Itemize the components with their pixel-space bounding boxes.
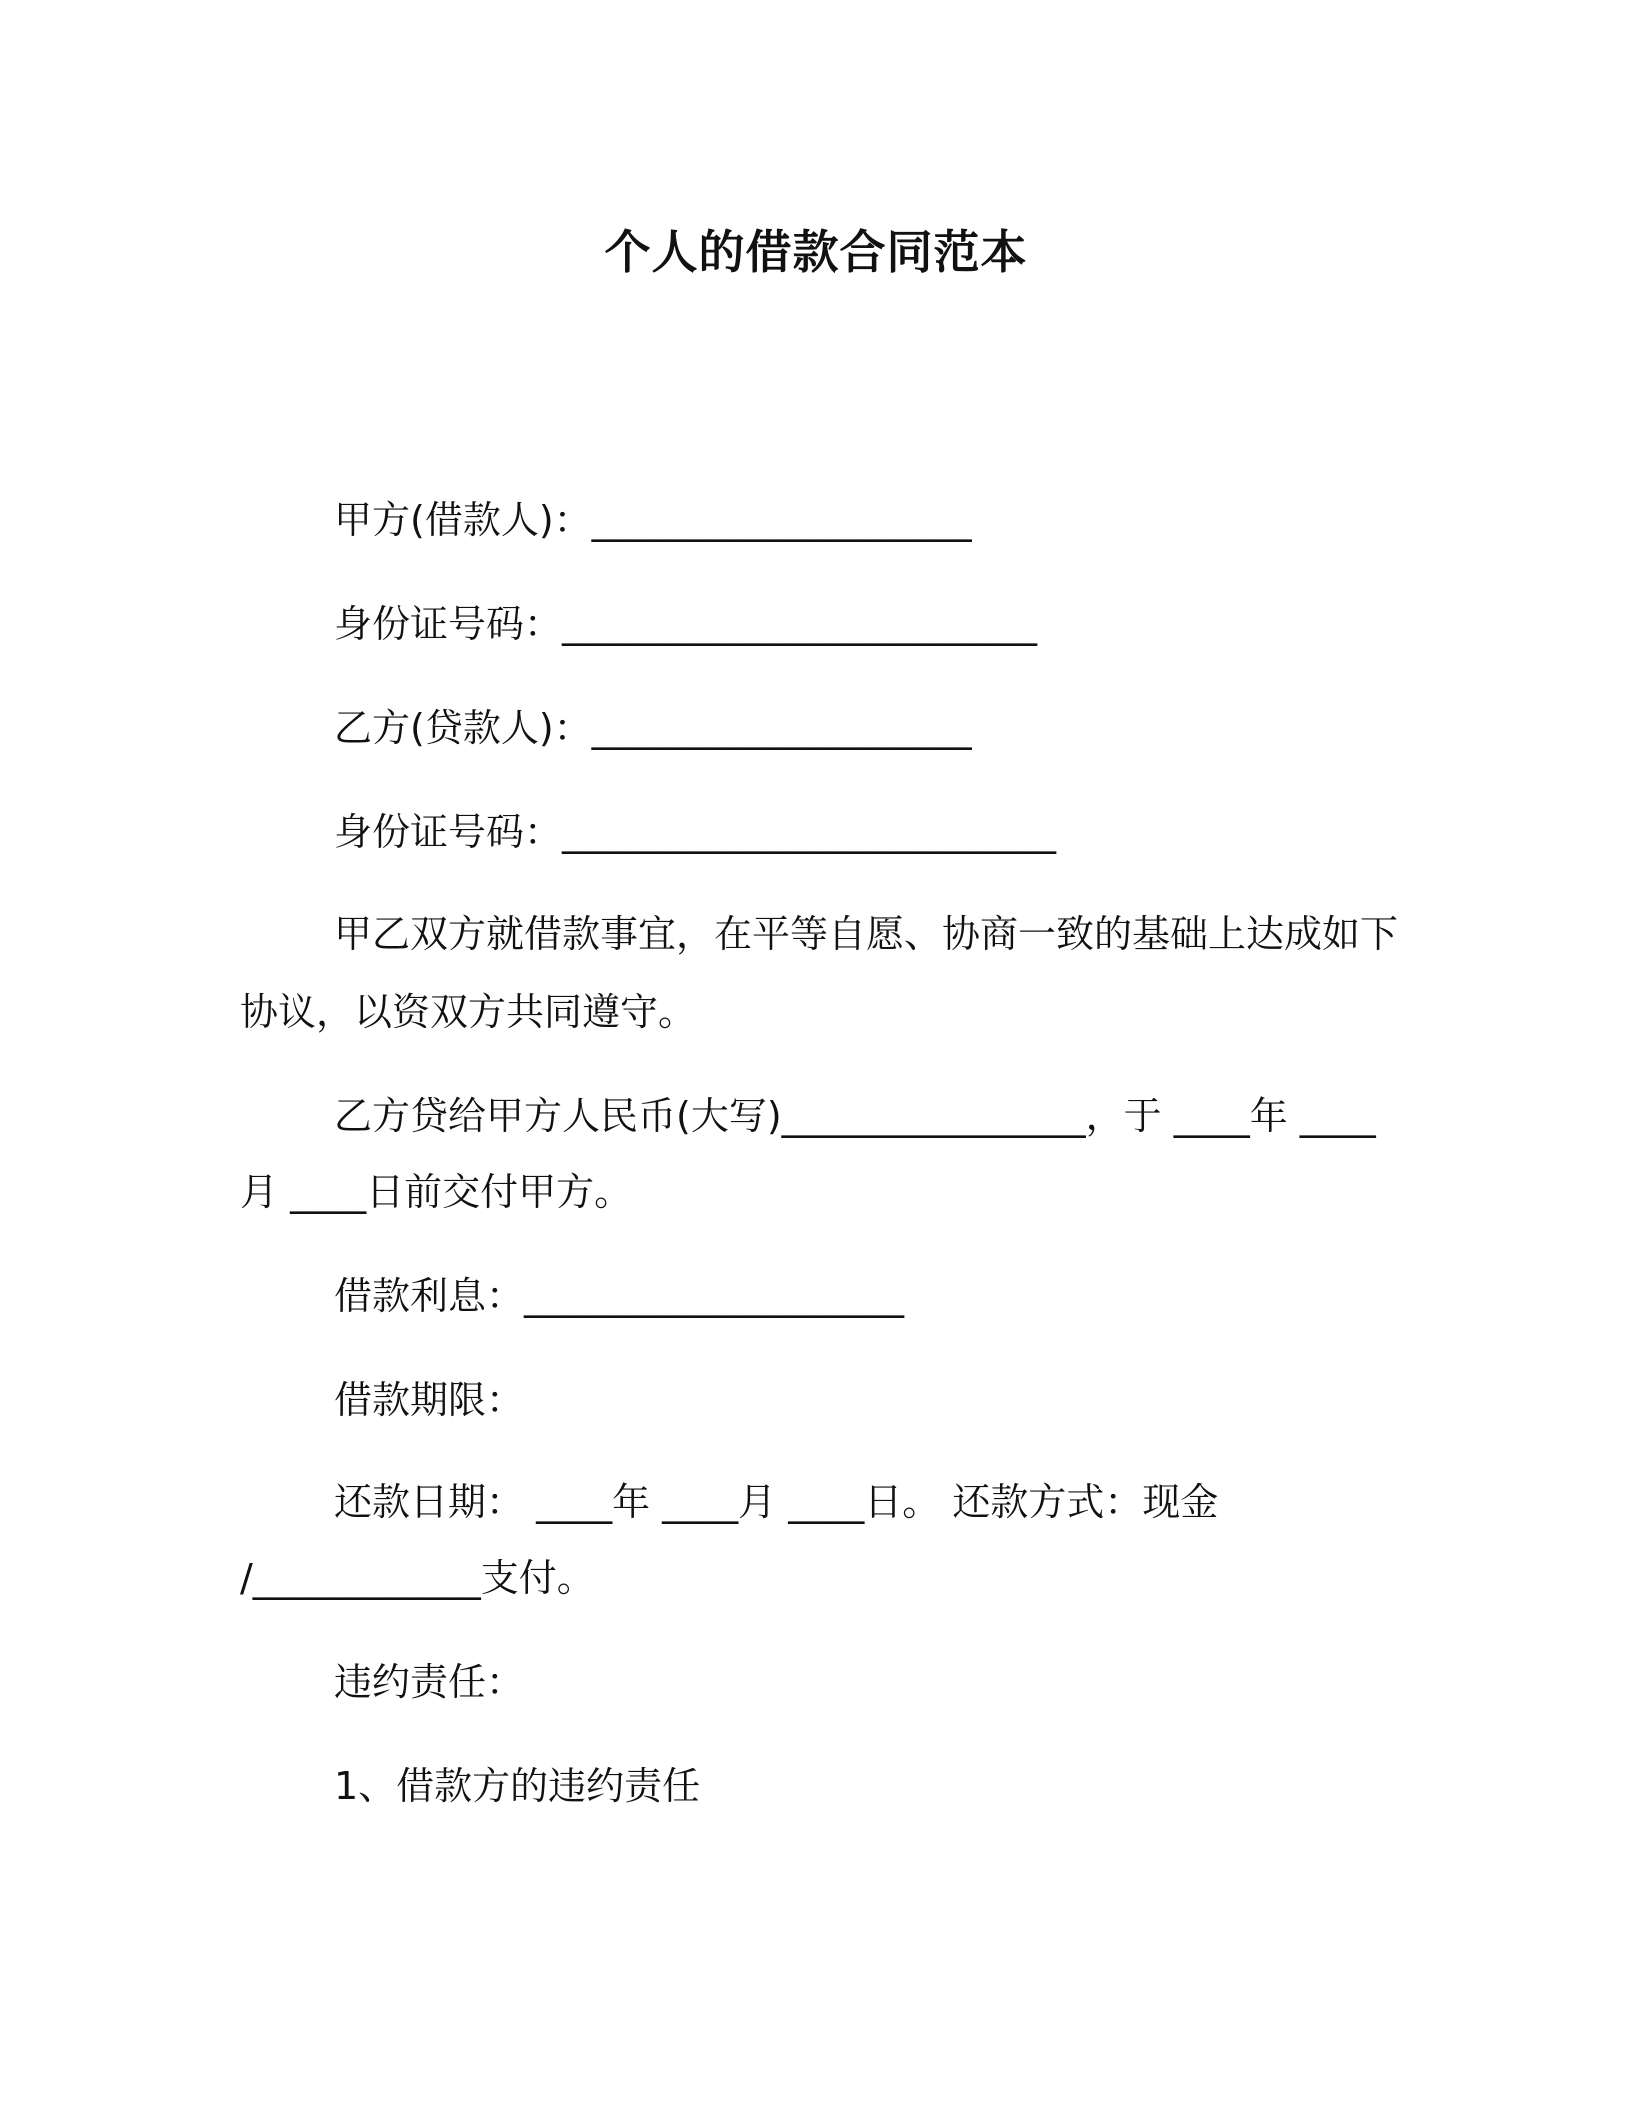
repayment-line-1: 还款日期： ____年 ____月 ____日。 还款方式：现金 — [334, 1480, 1219, 1524]
agreement-paragraph-line-1: 甲乙双方就借款事宜，在平等自愿、协商一致的基础上达成如下 — [334, 912, 1399, 956]
liability-heading: 违约责任： — [334, 1660, 525, 1704]
liability-item-1: 1、借款方的违约责任 — [334, 1764, 701, 1808]
lender-name-line: 乙方(贷款人)：____________________ — [334, 706, 972, 750]
repayment-line-2: /____________支付。 — [240, 1556, 595, 1600]
document-title: 个人的借款合同范本 — [604, 225, 1028, 279]
loan-amount-line-2: 月 ____日前交付甲方。 — [240, 1170, 633, 1214]
loan-amount-line-1: 乙方贷给甲方人民币(大写)________________，于 ____年 ____ — [334, 1094, 1376, 1138]
loan-interest-line: 借款利息：____________________ — [334, 1274, 905, 1318]
lender-id-line: 身份证号码：__________________________ — [334, 810, 1057, 854]
borrower-name-line: 甲方(借款人)：____________________ — [334, 498, 972, 542]
loan-term-line: 借款期限： — [334, 1378, 525, 1422]
borrower-id-line: 身份证号码：_________________________ — [334, 602, 1038, 646]
agreement-paragraph-line-2: 协议，以资双方共同遵守。 — [240, 990, 697, 1034]
